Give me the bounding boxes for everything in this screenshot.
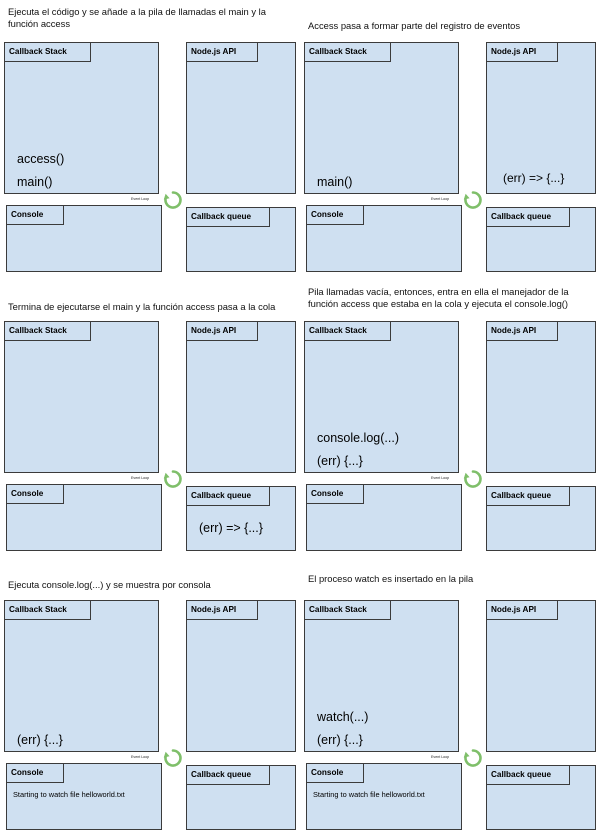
callback-stack-label: Callback Stack [4,321,91,341]
nodejs-api-panel [186,321,296,473]
stack-frame: access() [17,152,65,166]
callback-stack-panel [4,321,159,473]
event-loop-arc [165,472,180,487]
nodejs-api-label: Node.js API [486,600,558,620]
callback-stack-panel [304,600,459,752]
nodejs-api-label: Node.js API [186,321,258,341]
event-loop-label: Event Loop [131,476,150,480]
callback-queue-panel [486,486,596,551]
nodejs-api-panel [486,600,596,752]
event-loop-icon [463,190,483,210]
callback-queue-panel [486,207,596,272]
callback-queue-label: Callback queue [486,207,570,227]
callback-queue-label: Callback queue [486,765,570,785]
console-label: Console [306,763,364,783]
callback-stack-label: Callback Stack [304,42,391,62]
callback-stack-label: Callback Stack [4,42,91,62]
event-loop-label: Event Loop [131,197,150,201]
step-caption: Ejecuta el código y se añade a la pila de llamadas el main y la función access [8,6,266,29]
nodejs-api-label: Node.js API [186,600,258,620]
event-loop-arrowhead [464,752,470,758]
console-label: Console [6,484,64,504]
console-output-line: Starting to watch file helloworld.txt [313,790,425,799]
step-1 [0,0,300,279]
event-loop-arrowhead [464,473,470,479]
step-caption: El proceso watch es insertado en la pila [308,573,474,584]
event-loop-label: Event Loop [431,755,450,759]
callback-stack-panel [4,42,159,194]
event-loop-arc [165,193,180,208]
callback-queue-label: Callback queue [186,765,270,785]
console-panel [6,484,162,551]
event-loop-label: Event Loop [431,197,450,201]
callback-queue-label: Callback queue [186,486,270,506]
stack-frame: console.log(...) [317,431,399,445]
nodejs-api-panel [486,42,596,194]
callback-stack-panel [304,42,459,194]
nodejs-api-panel [486,321,596,473]
console-label: Console [6,763,64,783]
console-output-line: Starting to watch file helloworld.txt [13,790,125,799]
event-loop-label: Event Loop [431,476,450,480]
event-loop-icon [163,469,183,489]
event-loop-icon [463,748,483,768]
nodejs-api-label: Node.js API [486,321,558,341]
callback-stack-label: Callback Stack [304,321,391,341]
event-loop-icon [163,748,183,768]
queue-entry: (err) => {...} [199,521,263,535]
nodejs-api-label: Node.js API [486,42,558,62]
console-label: Console [306,484,364,504]
step-caption: Termina de ejecutarse el main y la función access pasa a la cola [8,301,276,312]
step-5 [0,558,300,837]
callback-stack-label: Callback Stack [4,600,91,620]
event-loop-arrowhead [464,194,470,200]
callback-stack-label: Callback Stack [304,600,391,620]
event-loop-arc [465,193,480,208]
console-panel [6,763,162,830]
console-panel [6,205,162,272]
event-loop-arc [465,751,480,766]
event-loop-icon [463,469,483,489]
console-label: Console [306,205,364,225]
step-4 [300,279,600,558]
callback-stack-panel [4,600,159,752]
event-loop-arc [165,751,180,766]
event-loop-arrowhead [164,194,170,200]
nodejs-api-panel [186,600,296,752]
step-2 [300,0,600,279]
step-caption: Pila llamadas vacía, entonces, entra en ella el manejador de la función access que estaba en la cola y ejecuta el console.log() [308,286,569,309]
callback-stack-panel [304,321,459,473]
callback-queue-label: Callback queue [486,486,570,506]
event-loop-arc [465,472,480,487]
event-loop-arrowhead [164,473,170,479]
callback-queue-label: Callback queue [186,207,270,227]
console-panel [306,763,462,830]
nodejs-api-panel [186,42,296,194]
event-loop-arrowhead [164,752,170,758]
stack-frame: watch(...) [317,710,369,724]
console-panel [306,484,462,551]
callback-queue-panel [186,486,296,551]
event-loop-label: Event Loop [131,755,150,759]
console-panel [306,205,462,272]
console-label: Console [6,205,64,225]
step-caption: Access pasa a formar parte del registro de eventos [308,20,521,31]
callback-queue-panel [486,765,596,830]
callback-queue-panel [186,765,296,830]
stack-frame: (err) {...} [317,454,363,468]
stack-frame: (err) {...} [317,733,363,747]
step-caption: Ejecuta console.log(...) y se muestra por consola [8,579,211,590]
api-entry: (err) => {...} [503,171,565,185]
step-6 [300,558,600,837]
stack-frame: main() [317,175,353,189]
stack-frame: main() [17,175,53,189]
callback-queue-panel [186,207,296,272]
step-3 [0,279,300,558]
nodejs-api-label: Node.js API [186,42,258,62]
event-loop-icon [163,190,183,210]
stack-frame: (err) {...} [17,733,63,747]
